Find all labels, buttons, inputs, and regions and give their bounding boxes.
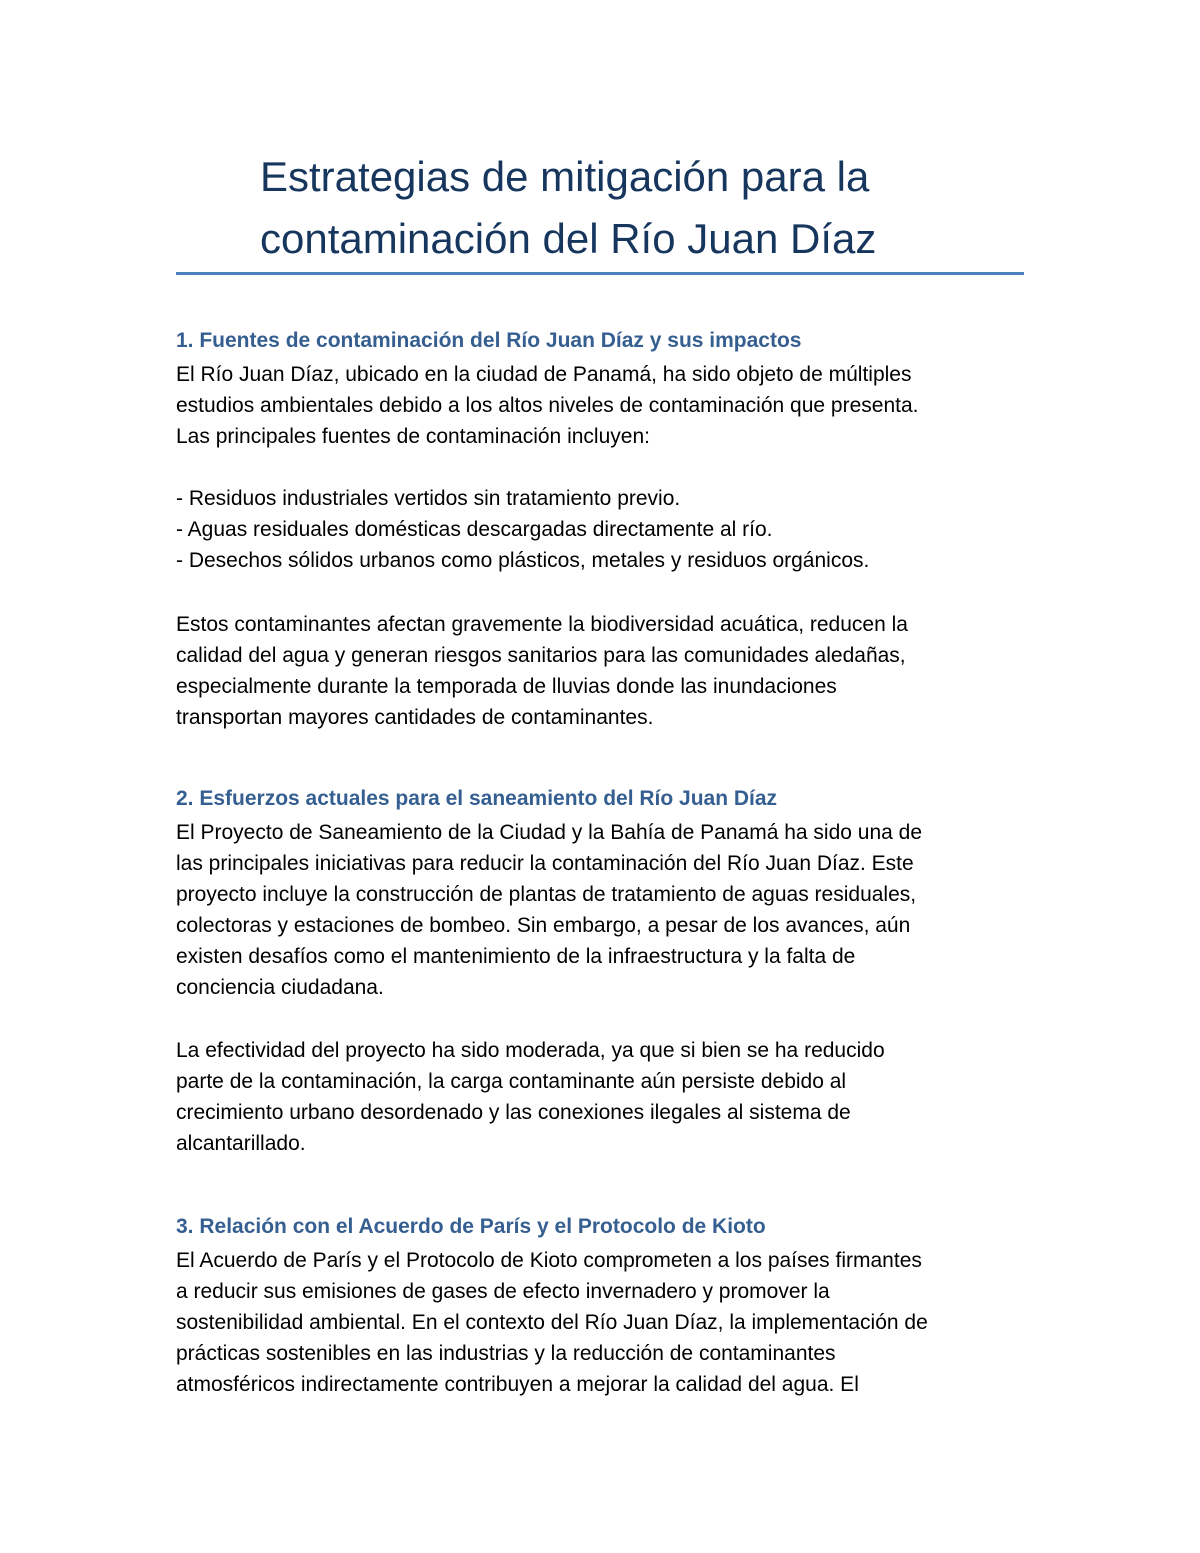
title-line: Estrategias de mitigación para la (260, 153, 870, 200)
text-line: alcantarillado. (176, 1132, 306, 1155)
text-line: La efectividad del proyecto ha sido moderada, ya que si bien se ha reducido (176, 1039, 885, 1062)
text-line: El Río Juan Díaz, ubicado en la ciudad de Panamá, ha sido objeto de múltiples (176, 363, 912, 386)
text-line: proyecto incluye la construcción de plantas de tratamiento de aguas residuales, (176, 883, 917, 906)
section-heading: 2. Esfuerzos actuales para el saneamiento del Río Juan Díaz (176, 787, 778, 810)
text-line: - Residuos industriales vertidos sin tratamiento previo. (176, 487, 681, 510)
title-underline (176, 272, 1024, 275)
title-line: contaminación del Río Juan Díaz (260, 215, 877, 262)
text-line: prácticas sostenibles en las industrias y la reducción de contaminantes (176, 1342, 836, 1365)
text-line: existen desafíos como el mantenimiento de la infraestructura y la falta de (176, 945, 856, 968)
paragraph (176, 1035, 885, 1159)
text-line: estudios ambientales debido a los altos niveles de contaminación que presenta. (176, 394, 919, 417)
text-line: a reducir sus emisiones de gases de efecto invernadero y promover la (176, 1280, 830, 1303)
text-line: El Acuerdo de París y el Protocolo de Kioto comprometen a los países firmantes (176, 1249, 922, 1272)
text-line: - Aguas residuales domésticas descargadas directamente al río. (176, 518, 773, 541)
text-line: El Proyecto de Saneamiento de la Ciudad y la Bahía de Panamá ha sido una de (176, 821, 923, 844)
text-line: atmosféricos indirectamente contribuyen a mejorar la calidad del agua. El (176, 1373, 859, 1396)
text-line: sostenibilidad ambiental. En el contexto del Río Juan Díaz, la implementación de (176, 1311, 928, 1334)
paragraph (176, 1245, 928, 1400)
text-line: colectoras y estaciones de bombeo. Sin embargo, a pesar de los avances, aún (176, 914, 911, 937)
text-line: calidad del agua y generan riesgos sanitarios para las comunidades aledañas, (176, 644, 906, 667)
text-line: parte de la contaminación, la carga contaminante aún persiste debido al (176, 1070, 847, 1093)
paragraph (176, 609, 908, 733)
text-line: Las principales fuentes de contaminación incluyen: (176, 425, 650, 448)
text-line: Estos contaminantes afectan gravemente la biodiversidad acuática, reducen la (176, 613, 908, 636)
paragraph (176, 483, 869, 576)
paragraph (176, 817, 922, 1003)
section-heading: 1. Fuentes de contaminación del Río Juan Díaz y sus impactos (176, 329, 802, 352)
text-line: especialmente durante la temporada de lluvias donde las inundaciones (176, 675, 837, 698)
paragraph (176, 359, 918, 452)
text-line: conciencia ciudadana. (176, 976, 384, 999)
text-line: crecimiento urbano desordenado y las conexiones ilegales al sistema de (176, 1101, 851, 1124)
text-line: transportan mayores cantidades de contaminantes. (176, 706, 654, 729)
text-line: - Desechos sólidos urbanos como plásticos, metales y residuos orgánicos. (176, 549, 870, 572)
section-heading: 3. Relación con el Acuerdo de París y el Protocolo de Kioto (176, 1215, 766, 1238)
text-line: las principales iniciativas para reducir la contaminación del Río Juan Díaz. Este (176, 852, 914, 875)
document-title (260, 146, 876, 270)
